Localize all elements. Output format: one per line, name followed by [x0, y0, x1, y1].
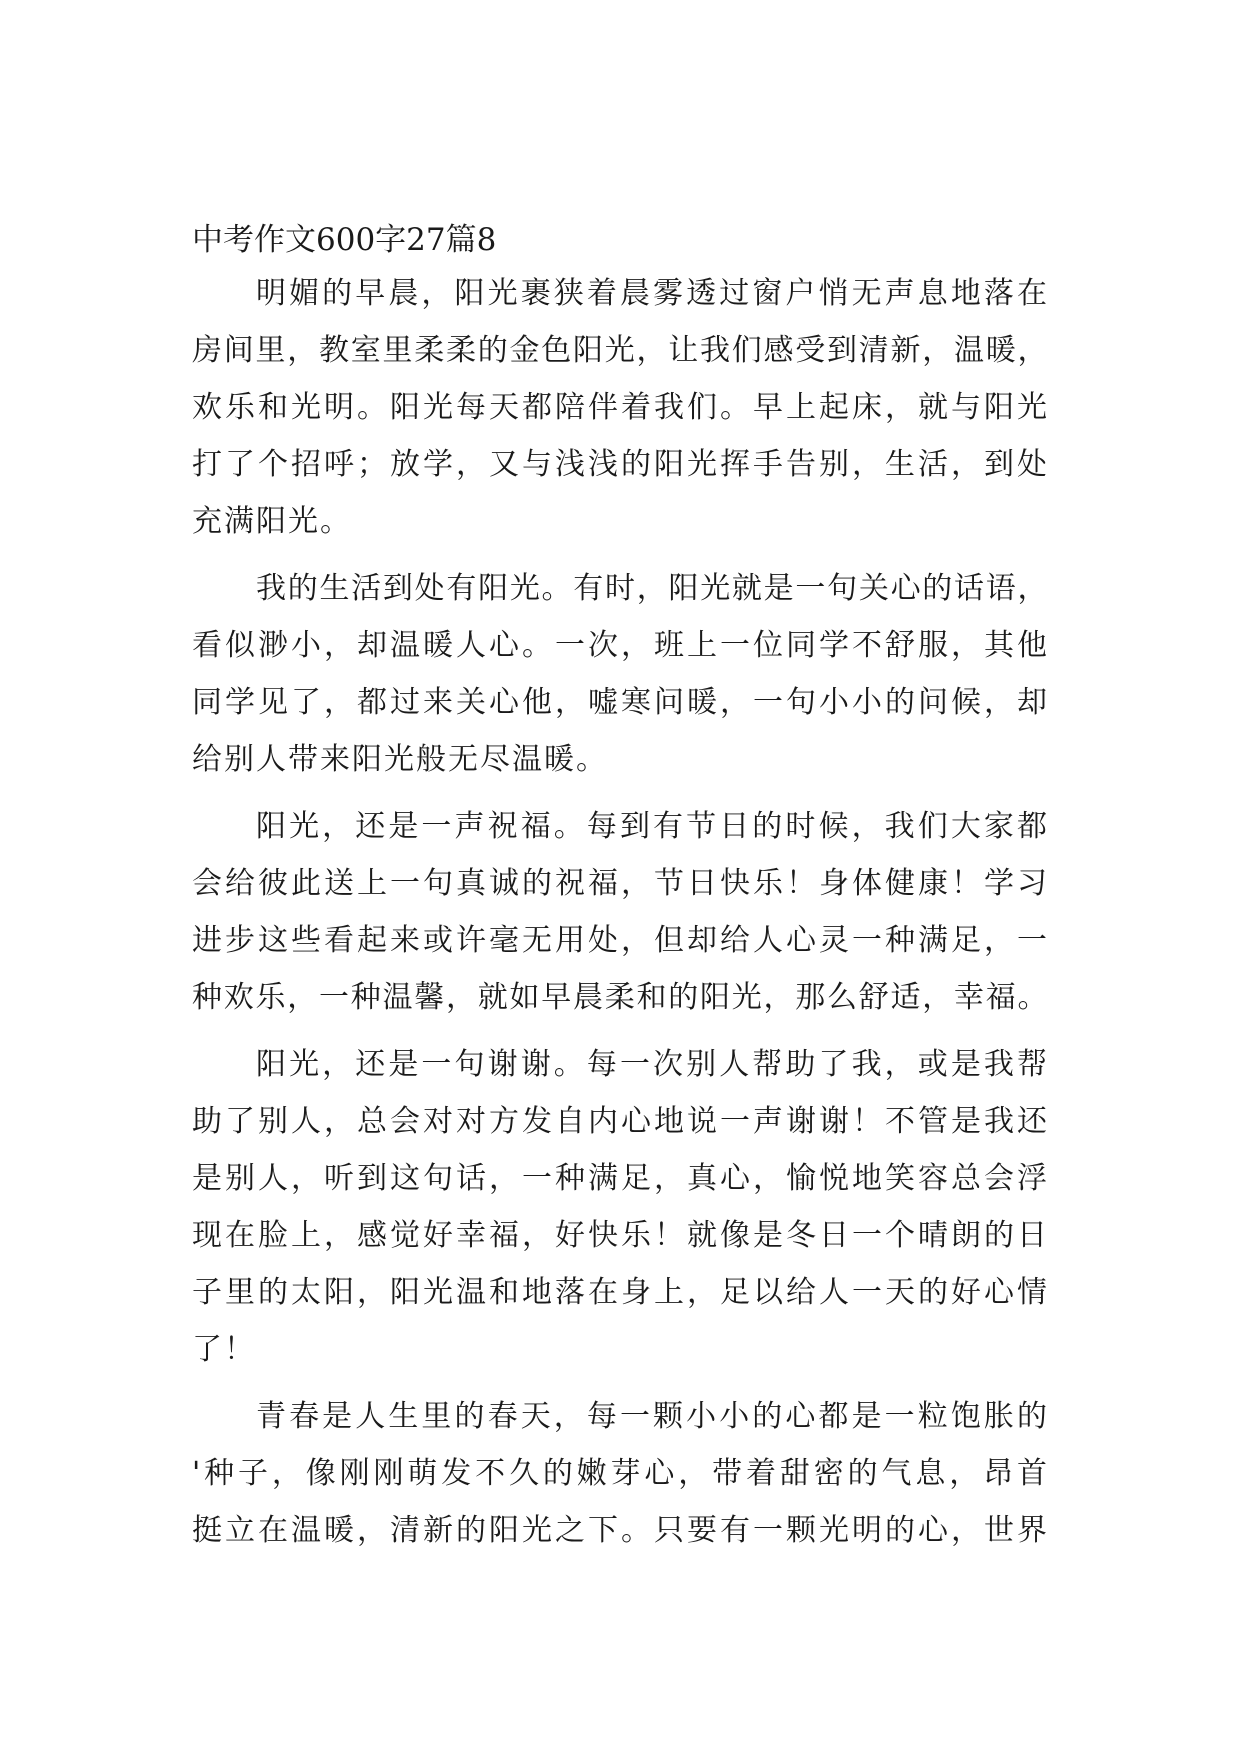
paragraph-4-line-4: 现在脸上，感觉好幸福，好快乐！就像是冬日一个晴朗的日: [192, 1218, 1049, 1253]
paragraph-4-line-5: 子里的太阳，阳光温和地落在身上，足以给人一天的好心情: [192, 1275, 1049, 1310]
paragraph-1-line-4: 打了个招呼；放学，又与浅浅的阳光挥手告别，生活，到处: [192, 447, 1049, 482]
paragraph-3-line-1: 阳光，还是一声祝福。每到有节日的时候，我们大家都: [256, 809, 1049, 844]
paragraph-2-line-1: 我的生活到处有阳光。有时，阳光就是一句关心的话语，: [256, 571, 1049, 606]
paragraph-2-line-3: 同学见了，都过来关心他，嘘寒问暖，一句小小的问候，却: [192, 685, 1049, 720]
paragraph-1-line-5: 充满阳光。: [192, 504, 352, 539]
paragraph-3-line-2: 会给彼此送上一句真诚的祝福，节日快乐！身体健康！学习: [192, 866, 1049, 901]
paragraph-5-line-2: '种子，像刚刚萌发不久的嫩芽心，带着甜密的气息，昂首: [192, 1456, 1049, 1491]
paragraph-4-line-3: 是别人，听到这句话，一种满足，真心，愉悦地笑容总会浮: [192, 1161, 1049, 1196]
paragraph-4-line-6: 了！: [192, 1332, 256, 1367]
document-title: 中考作文600字27篇8: [192, 222, 497, 258]
paragraph-2-line-2: 看似渺小，却温暖人心。一次，班上一位同学不舒服，其他: [192, 628, 1049, 663]
paragraph-2-line-4: 给别人带来阳光般无尽温暖。: [192, 742, 608, 777]
paragraph-1-line-3: 欢乐和光明。阳光每天都陪伴着我们。早上起床，就与阳光: [192, 390, 1049, 425]
paragraph-1-line-2: 房间里，教室里柔柔的金色阳光，让我们感受到清新，温暖，: [192, 333, 1049, 368]
paragraph-1-line-1: 明媚的早晨，阳光裹狭着晨雾透过窗户悄无声息地落在: [256, 276, 1049, 311]
paragraph-4-line-1: 阳光，还是一句谢谢。每一次别人帮助了我，或是我帮: [256, 1047, 1049, 1082]
paragraph-5-line-3: 挺立在温暖，清新的阳光之下。只要有一颗光明的心，世界: [192, 1513, 1049, 1548]
paragraph-5-line-1: 青春是人生里的春天，每一颗小小的心都是一粒饱胀的: [256, 1399, 1049, 1434]
paragraph-4-line-2: 助了别人，总会对对方发自内心地说一声谢谢！不管是我还: [192, 1104, 1049, 1139]
paragraph-3-line-3: 进步这些看起来或许毫无用处，但却给人心灵一种满足，一: [192, 923, 1049, 958]
paragraph-3-line-4: 种欢乐，一种温馨，就如早晨柔和的阳光，那么舒适，幸福。: [192, 980, 1049, 1015]
